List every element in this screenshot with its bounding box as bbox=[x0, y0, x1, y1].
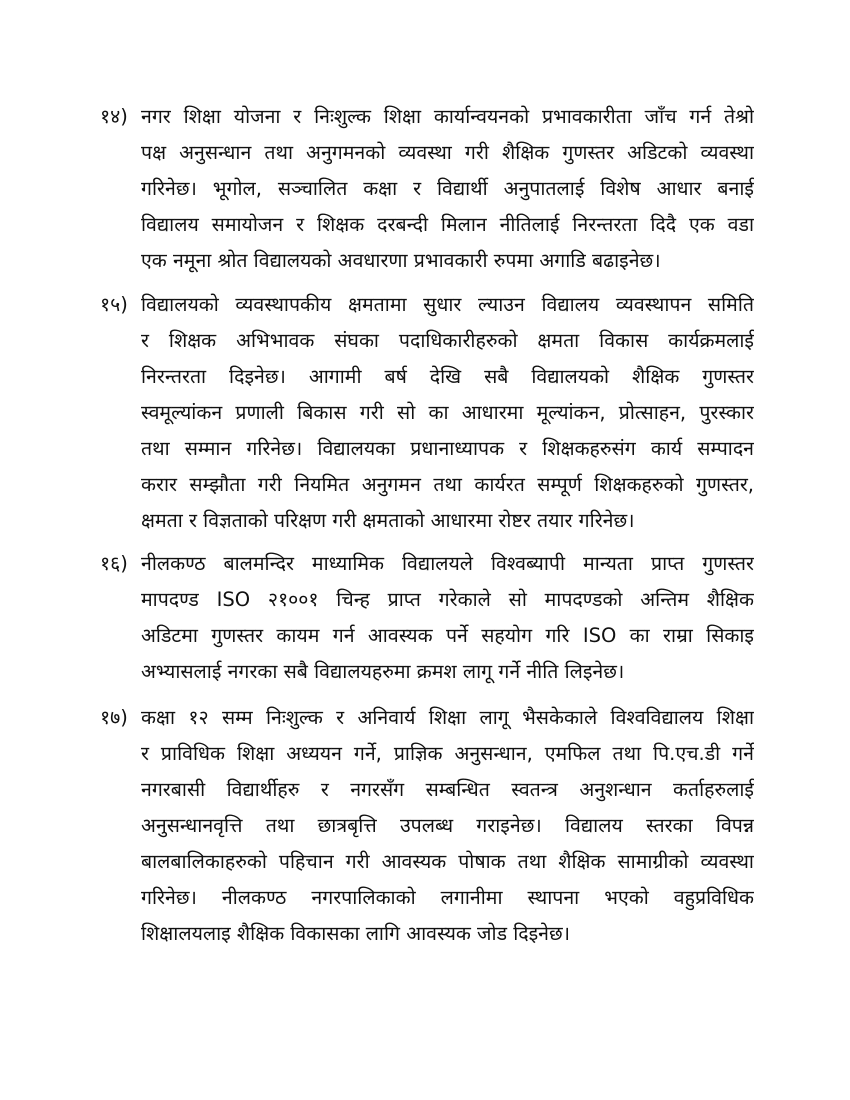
item-text bbox=[100, 546, 754, 690]
item-number: १५) bbox=[100, 293, 128, 316]
text-line: कक्षा १२ सम्म निःशुल्क र अनिवार्य शिक्षा लागू भैसकेकाले विश्वविद्यालय शिक्षा bbox=[141, 706, 754, 729]
item-number: १४) bbox=[100, 105, 128, 128]
text-line: शिक्षालयलाइ शैक्षिक विकासका लागि आवस्यक जोड दिइनेछ। bbox=[141, 922, 571, 945]
item-text bbox=[100, 700, 754, 952]
policy-item-17 bbox=[100, 700, 754, 952]
text-line: करार सम्झौता गरी नियमित अनुगमन तथा कार्यरत सम्पूर्ण शिक्षकहरुको गुणस्तर, bbox=[141, 473, 754, 496]
text-line: मापदण्ड ISO २१००१ चिन्ह प्राप्त गरेकाले सो मापदण्डको अन्तिम शैक्षिक bbox=[141, 588, 754, 611]
text-line: नगर शिक्षा योजना र निःशुल्क शिक्षा कार्यान्वयनको प्रभावकारीता जाँच गर्न तेश्रो bbox=[141, 105, 754, 128]
policy-item-15 bbox=[100, 287, 754, 539]
text-line: विद्यालय समायोजन र शिक्षक दरबन्दी मिलान नीतिलाई निरन्तरता दिदै एक वडा bbox=[141, 213, 754, 236]
policy-item-16 bbox=[100, 546, 754, 690]
text-line: नगरबासी विद्यार्थीहरु र नगरसँग सम्बन्धित स्वतन्त्र अनुशन्धान कर्ताहरुलाई bbox=[141, 778, 754, 801]
text-line: गरिनेछ। भूगोल, सञ्चालित कक्षा र विद्यार्थी अनुपातलाई विशेष आधार बनाई bbox=[141, 177, 754, 200]
text-line: एक नमूना श्रोत विद्यालयको अवधारणा प्रभावकारी रुपमा अगाडि बढाइनेछ। bbox=[141, 249, 661, 272]
text-line: र शिक्षक अभिभावक संघका पदाधिकारीहरुको क्षमता विकास कार्यक्रमलाई bbox=[141, 329, 754, 352]
text-line: अभ्यासलाई नगरका सबै विद्यालयहरुमा क्रमश लागू गर्ने नीति लिइनेछ। bbox=[141, 660, 625, 683]
text-line: निरन्तरता दिइनेछ। आगामी बर्ष देखि सबै विद्यालयको शैक्षिक गुणस्तर bbox=[141, 365, 754, 388]
text-line: अनुसन्धानवृत्ति तथा छात्रबृत्ति उपलब्ध गराइनेछ। विद्यालय स्तरका विपन्न bbox=[141, 814, 754, 837]
text-line: अडिटमा गुणस्तर कायम गर्न आवस्यक पर्ने सहयोग गरि ISO का राम्रा सिकाइ bbox=[141, 624, 754, 647]
text-line: स्वमूल्यांकन प्रणाली बिकास गरी सो का आधारमा मूल्यांकन, प्रोत्साहन, पुरस्कार bbox=[141, 401, 754, 424]
text-line: नीलकण्ठ बालमन्दिर माध्यामिक विद्यालयले विश्वब्यापी मान्यता प्राप्त गुणस्तर bbox=[141, 552, 754, 575]
text-line: विद्यालयको व्यवस्थापकीय क्षमतामा सुधार ल्याउन विद्यालय व्यवस्थापन समिति bbox=[141, 293, 754, 316]
policy-item-14 bbox=[100, 99, 754, 279]
text-line: तथा सम्मान गरिनेछ। विद्यालयका प्रधानाध्यापक र शिक्षकहरुसंग कार्य सम्पादन bbox=[141, 437, 754, 460]
item-number: १६) bbox=[100, 552, 128, 575]
item-text bbox=[100, 287, 754, 539]
item-number: १७) bbox=[100, 706, 128, 729]
text-line: पक्ष अनुसन्धान तथा अनुगमनको व्यवस्था गरी शैक्षिक गुणस्तर अडिटको व्यवस्था bbox=[141, 141, 754, 164]
text-line: क्षमता र विज्ञताको परिक्षण गरी क्षमताको आधारमा रोष्टर तयार गरिनेछ। bbox=[141, 509, 635, 532]
text-line: र प्राविधिक शिक्षा अध्ययन गर्ने, प्राज्ञिक अनुसन्धान, एमफिल तथा पि.एच.डी गर्ने bbox=[141, 742, 754, 765]
text-line: गरिनेछ। नीलकण्ठ नगरपालिकाको लगानीमा स्थापना भएको वहुप्रविधिक bbox=[141, 886, 754, 909]
text-line: बालबालिकाहरुको पहिचान गरी आवस्यक पोषाक तथा शैक्षिक सामाग्रीको व्यवस्था bbox=[141, 850, 754, 873]
item-text bbox=[100, 99, 754, 279]
